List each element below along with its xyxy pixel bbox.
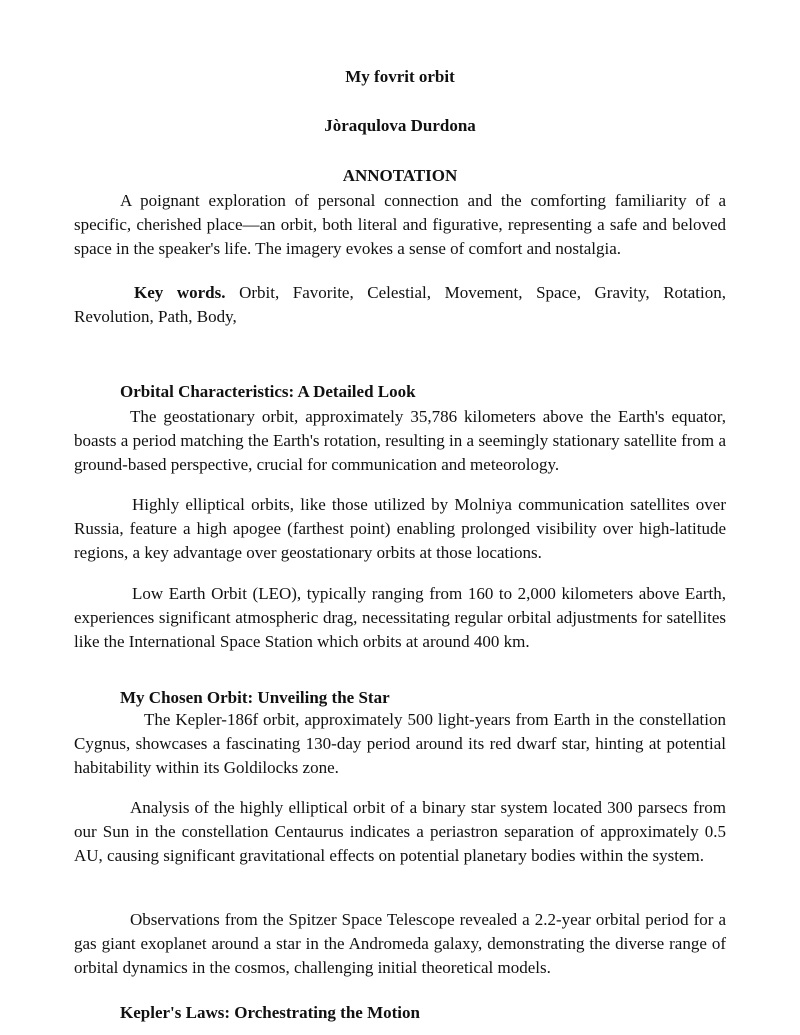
section-heading: My Chosen Orbit: Unveiling the Star bbox=[120, 688, 390, 707]
section-paragraph bbox=[74, 796, 726, 868]
keywords-label: Key words. bbox=[134, 283, 226, 302]
annotation-block bbox=[74, 189, 726, 261]
annotation-heading: ANNOTATION bbox=[342, 166, 458, 185]
annotation-text: A poignant exploration of personal connection and the comforting familiarity of a specific, cherished place—an orbit, both literal and figurative, representing a safe and beloved space in the speaker's life. The imagery evokes a sense of comfort and nostalgia. bbox=[74, 191, 726, 258]
section-paragraph bbox=[74, 708, 726, 780]
keywords-text: Orbit, Favorite, Celestial, Movement, Space, Gravity, Rotation, Revolution, Path, Body, bbox=[74, 283, 726, 326]
paragraph-text: Observations from the Spitzer Space Telescope revealed a 2.2-year orbital period for a gas giant exoplanet around a star in the Andromeda galaxy, demonstrating the diverse range of orbital dynamics in the cosmos, challenging initial theoretical models. bbox=[74, 910, 726, 977]
keywords-block bbox=[74, 281, 726, 329]
section-heading: Orbital Characteristics: A Detailed Look bbox=[120, 382, 416, 401]
section-paragraph bbox=[74, 908, 726, 980]
section-paragraph bbox=[74, 405, 726, 477]
paragraph-text: Low Earth Orbit (LEO), typically ranging from 160 to 2,000 kilometers above Earth, experiences significant atmospheric drag, necessitating regular orbital adjustments for satellites like the International Space Station which orbits at around 400 km. bbox=[74, 584, 726, 651]
section-heading: Kepler's Laws: Orchestrating the Motion bbox=[120, 1003, 420, 1022]
document-title: My fovrit orbit bbox=[345, 67, 455, 86]
paragraph-text: The geostationary orbit, approximately 35,786 kilometers above the Earth's equator, boasts a period matching the Earth's rotation, resulting in a seemingly stationary satellite from a ground-based perspective, crucial for communication and meteorology. bbox=[74, 407, 726, 474]
paragraph-text: Highly elliptical orbits, like those utilized by Molniya communication satellites over Russia, feature a high apogee (farthest point) enabling prolonged visibility over high-latitude regions, a key advantage over geostationary orbits at those locations. bbox=[74, 495, 726, 562]
keywords-paragraph bbox=[74, 281, 726, 329]
section-paragraph bbox=[74, 493, 726, 565]
section-paragraph bbox=[74, 582, 726, 654]
paragraph-text: Analysis of the highly elliptical orbit of a binary star system located 300 parsecs from our Sun in the constellation Centaurus indicates a periastron separation of approximately 0.5 AU, causing significant gravitational effects on potential planetary bodies within the system. bbox=[74, 798, 726, 865]
author-name: Jòraqulova Durdona bbox=[324, 116, 476, 135]
paragraph-text: The Kepler-186f orbit, approximately 500 light-years from Earth in the constellation Cygnus, showcases a fascinating 130-day period around its red dwarf star, hinting at potential habitability within its Goldilocks zone. bbox=[74, 710, 726, 777]
